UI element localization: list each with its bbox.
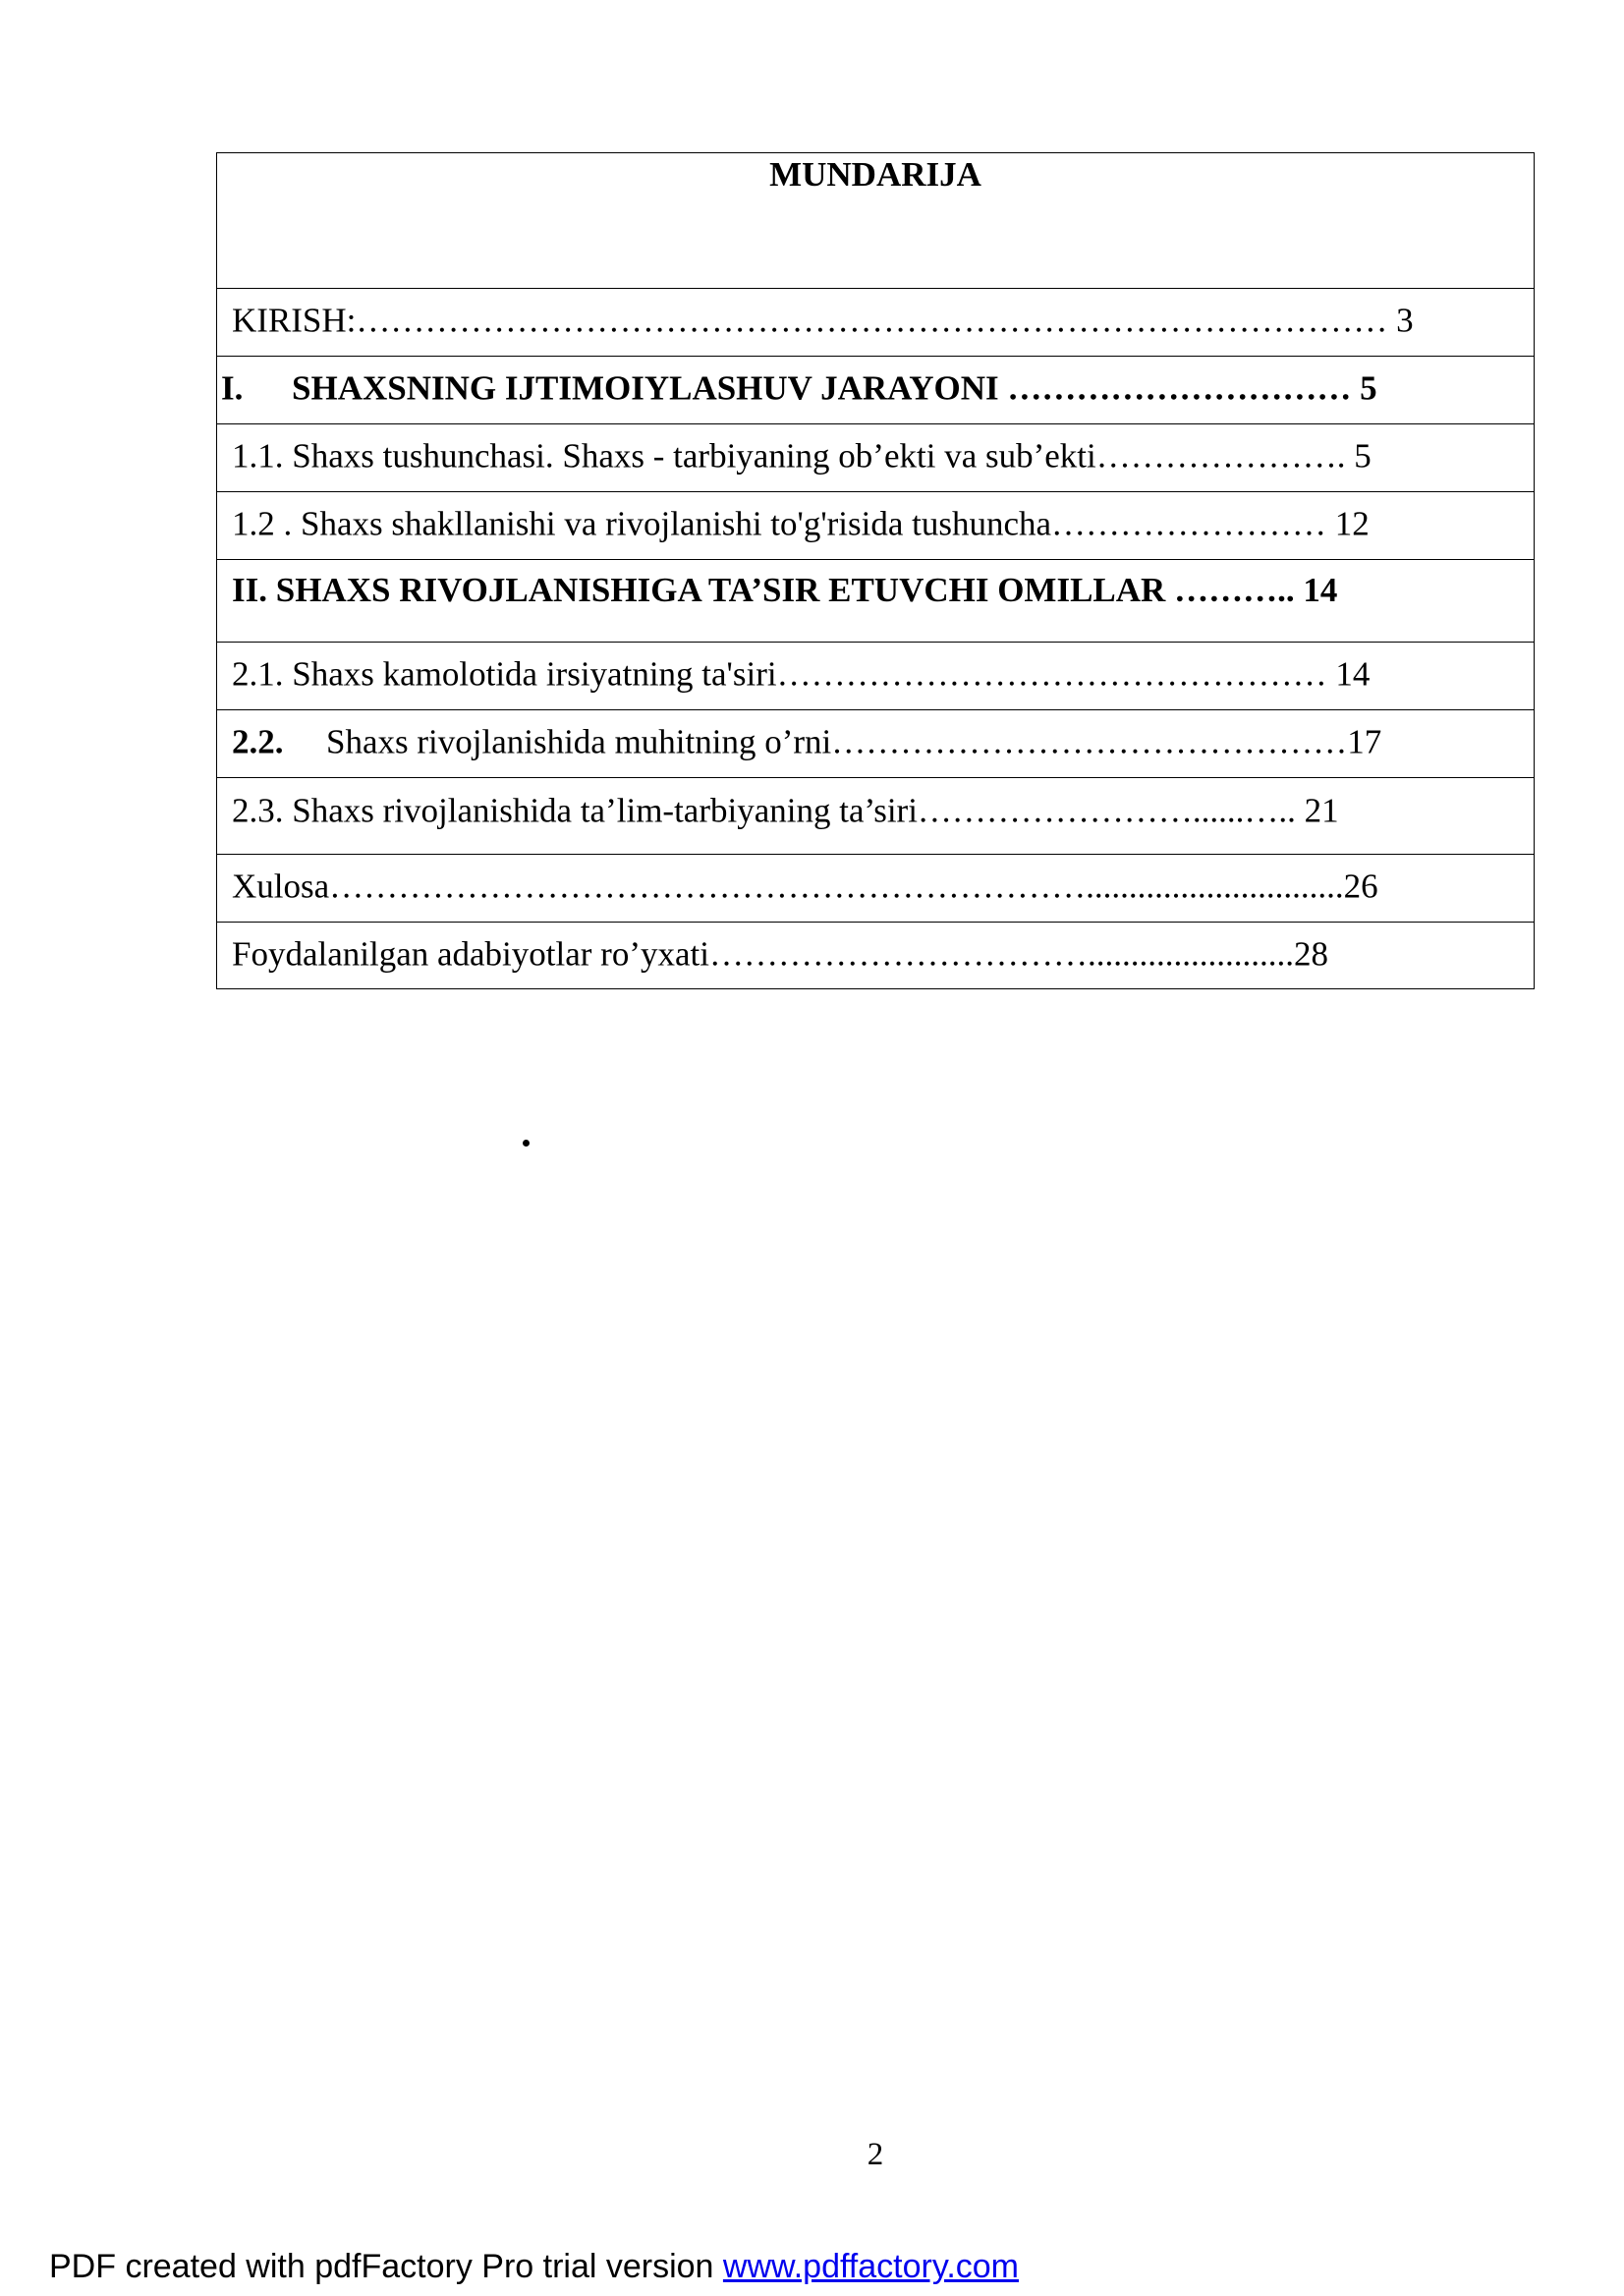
toc-entry-label: Foydalanilgan adabiyotlar ro’yxati……………………………........................28 bbox=[232, 933, 1328, 973]
toc-entry-number: I. bbox=[221, 368, 244, 408]
toc-entry-chapter-1 bbox=[217, 357, 1534, 424]
toc-entry-1-2 bbox=[217, 492, 1534, 560]
toc-entry-chapter-2 bbox=[217, 560, 1534, 643]
pdf-footer bbox=[49, 2248, 1019, 2286]
toc-entry-label: 2.3. Shaxs rivojlanishida ta’lim-tarbiyaning ta’siri……………………......….. 21 bbox=[232, 790, 1339, 829]
toc-entry-1-1 bbox=[217, 424, 1534, 492]
toc-entry-label: 1.1. Shaxs tushunchasi. Shaxs - tarbiyaning ob’ekti va sub’ekti…………………. 5 bbox=[232, 436, 1372, 476]
page-number: 2 bbox=[867, 2137, 884, 2172]
toc-entry-label bbox=[232, 722, 1514, 761]
toc-entry-label: II. SHAXS RIVOJLANISHIGA TA’SIR ETUVCHI OMILLAR ……….. 14 bbox=[232, 570, 1338, 609]
toc-entry-number: 2.2. bbox=[232, 722, 284, 761]
footer-text: PDF created with pdfFactory Pro trial version bbox=[49, 2248, 723, 2285]
toc-entry-xulosa bbox=[217, 855, 1534, 923]
toc-entry-text: Shaxs rivojlanishida muhitning o’rni………………………………………17 bbox=[326, 722, 1382, 761]
toc-entry-2-2 bbox=[217, 710, 1534, 778]
toc-entry-label: 2.1. Shaxs kamolotida irsiyatning ta'siri………………………………………… 14 bbox=[232, 654, 1371, 694]
toc-entry-label bbox=[221, 368, 1514, 408]
toc-title: MUNDARIJA bbox=[217, 153, 1534, 289]
toc-entry-2-1 bbox=[217, 643, 1534, 710]
toc-entry-label: KIRISH:……………………………………………………………………………… 3 bbox=[232, 301, 1414, 340]
toc-entry-adabiyotlar bbox=[217, 923, 1534, 988]
toc-entry-text: SHAXSNING IJTIMOIYLASHUV JARAYONI ………………………… 5 bbox=[292, 368, 1377, 408]
toc-entry-2-3 bbox=[217, 778, 1534, 855]
stray-dot bbox=[523, 1140, 530, 1147]
toc-entry-kirish bbox=[217, 289, 1534, 357]
footer-link[interactable]: www.pdffactory.com bbox=[722, 2248, 1019, 2285]
toc-entry-label: 1.2 . Shaxs shakllanishi va rivojlanishi to'g'risida tushuncha…………………… 12 bbox=[232, 504, 1370, 543]
toc-entry-label: Xulosa…………………………………………………………..............................26 bbox=[232, 867, 1378, 906]
table-of-contents bbox=[216, 152, 1535, 989]
